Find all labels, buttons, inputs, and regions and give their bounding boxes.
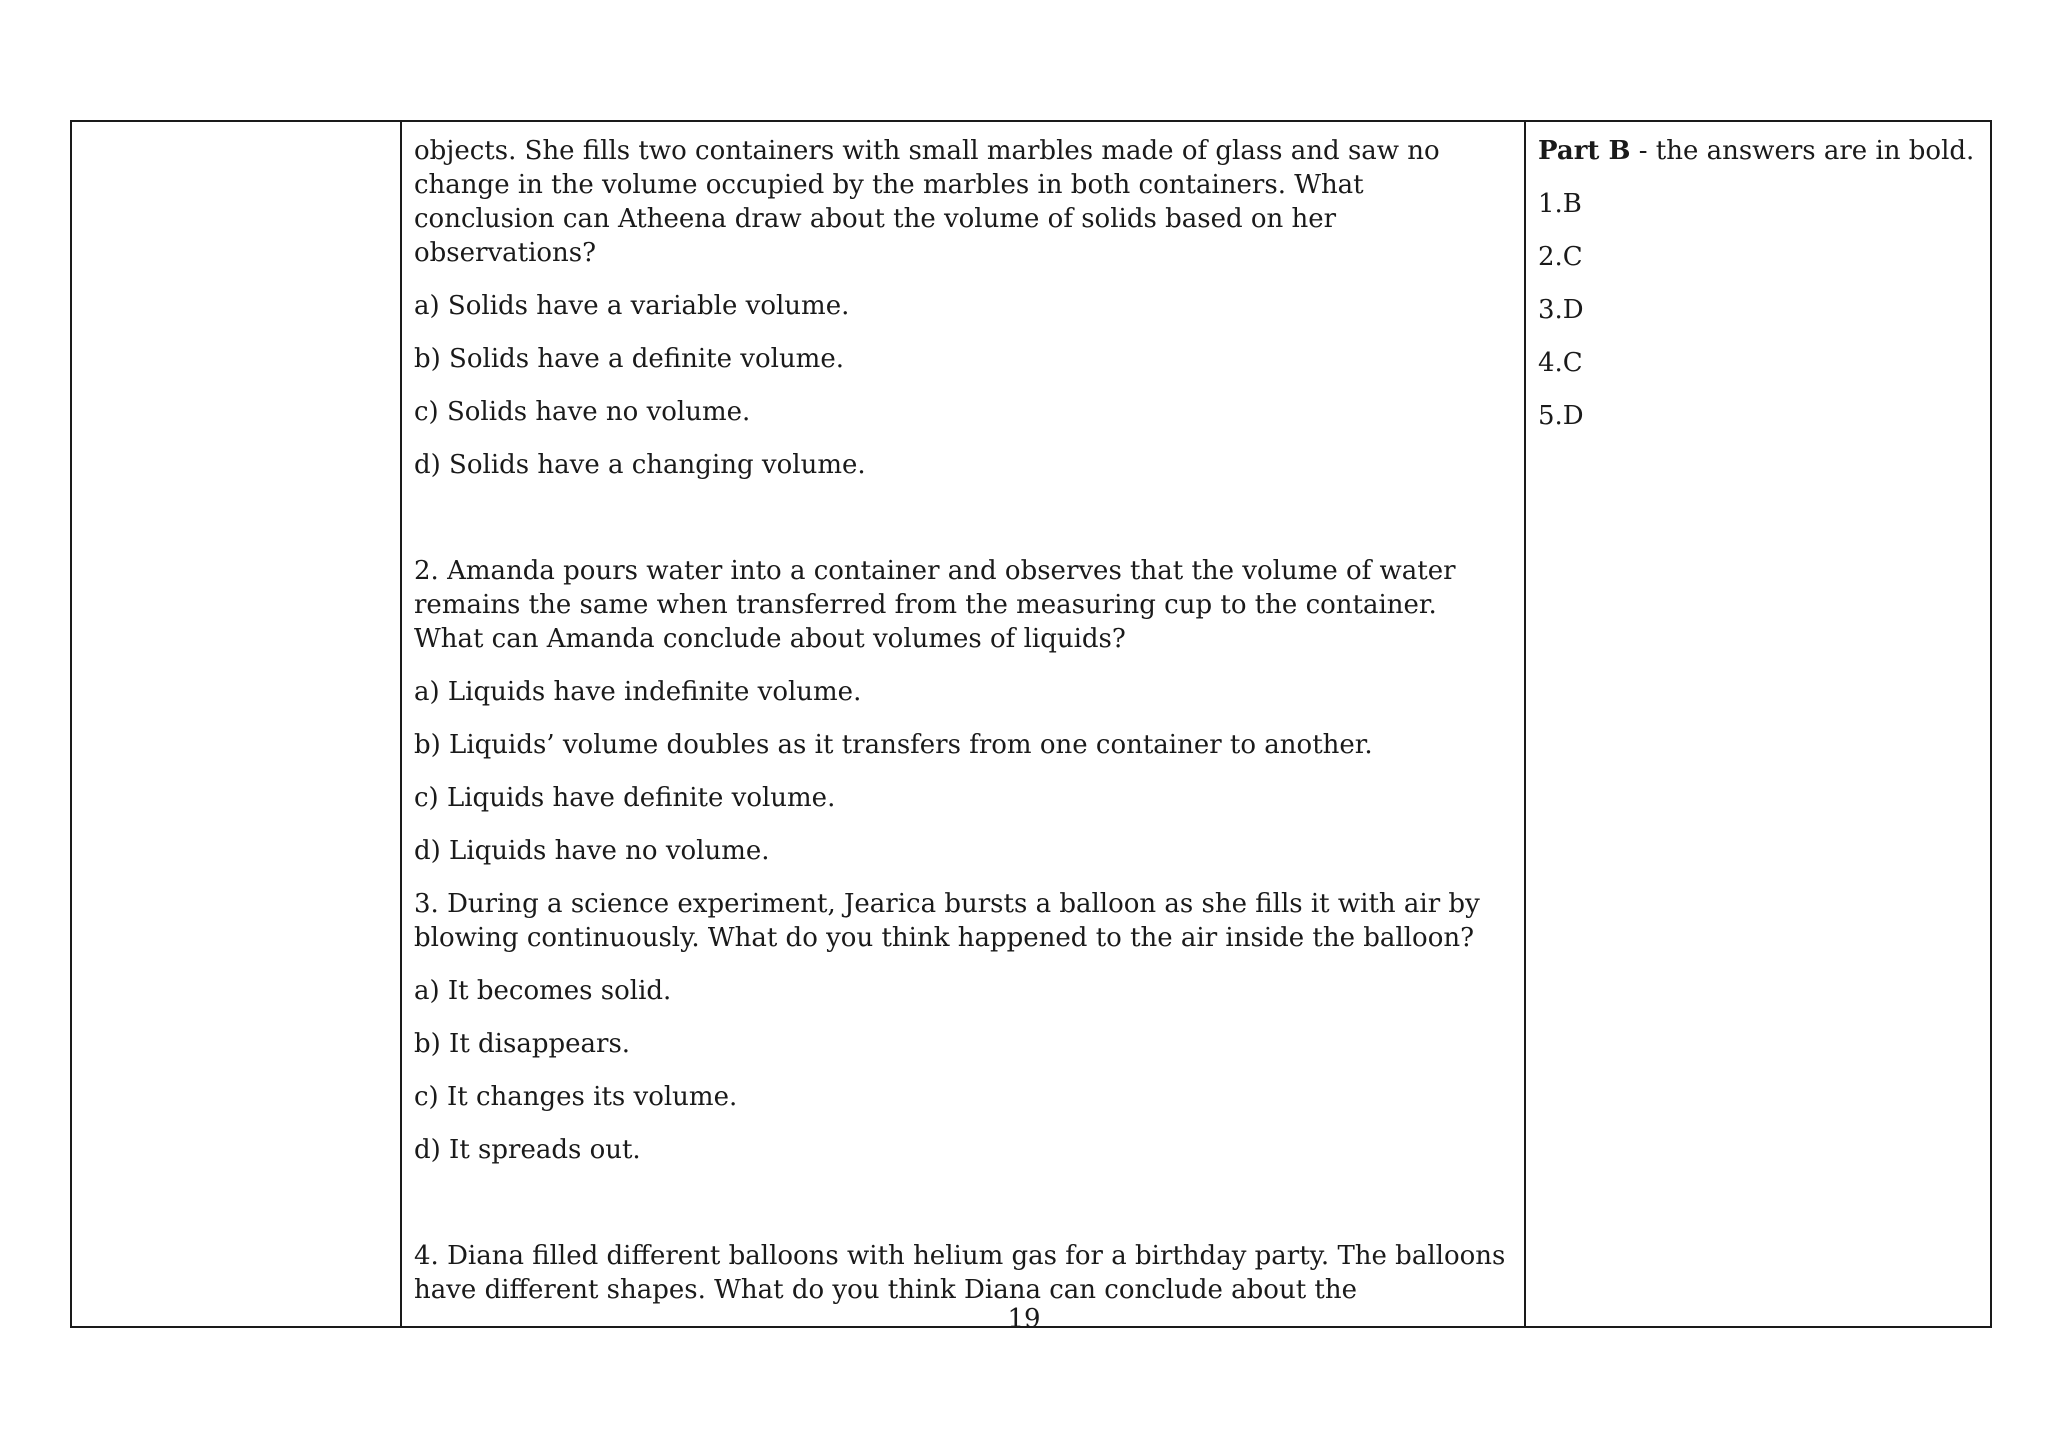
question-1-option-b: b) Solids have a definite volume. xyxy=(414,344,844,374)
blank-spacer xyxy=(414,501,1510,554)
part-label: Part B xyxy=(1538,136,1631,166)
question-3-option-c: c) It changes its volume. xyxy=(414,1082,738,1112)
answer-key-heading xyxy=(1538,134,1978,168)
answer-item: 1.B xyxy=(1538,189,1582,219)
left-empty-cell xyxy=(71,121,401,1327)
question-1-option-d: d) Solids have a changing volume. xyxy=(414,450,866,480)
answer-item: 4.C xyxy=(1538,348,1583,378)
lesson-table xyxy=(70,120,1992,1328)
answer-key-cell xyxy=(1525,121,1991,1327)
question-2-text: 2. Amanda pours water into a container and observes that the volume of water remains the same when transferred from the measuring cup to the container. What can Amanda conclude about volumes of liquids? xyxy=(414,556,1456,654)
part-note: - the answers are in bold. xyxy=(1630,136,1975,166)
table-row xyxy=(71,121,1991,1327)
question-3-option-a: a) It becomes solid. xyxy=(414,976,672,1006)
answer-item: 3.D xyxy=(1538,295,1584,325)
question-2-option-a: a) Liquids have indefinite volume. xyxy=(414,677,862,707)
question-2-option-b: b) Liquids’ volume doubles as it transfers from one container to another. xyxy=(414,730,1373,760)
question-4-text: 4. Diana filled different balloons with helium gas for a birthday party. The balloons have different shapes. What do you think Diana can conclude about the xyxy=(414,1241,1506,1305)
blank-spacer xyxy=(414,1186,1510,1239)
question-2-option-c: c) Liquids have definite volume. xyxy=(414,783,836,813)
question-3-option-d: d) It spreads out. xyxy=(414,1135,641,1165)
question-3-option-b: b) It disappears. xyxy=(414,1029,631,1059)
question-2-option-d: d) Liquids have no volume. xyxy=(414,836,770,866)
answer-item: 5.D xyxy=(1538,401,1584,431)
answer-item: 2.C xyxy=(1538,242,1583,272)
question-1-continuation: objects. She fills two containers with small marbles made of glass and saw no change in the volume occupied by the marbles in both containers. What conclusion can Atheena draw about the volume of solids based on her observations? xyxy=(414,136,1440,268)
page-number: 19 xyxy=(1007,1304,1041,1334)
question-3-text: 3. During a science experiment, Jearica bursts a balloon as she fills it with air by blowing continuously. What do you think happened to the air inside the balloon? xyxy=(414,889,1480,953)
questions-cell xyxy=(401,121,1525,1327)
question-1-option-a: a) Solids have a variable volume. xyxy=(414,291,850,321)
question-1-option-c: c) Solids have no volume. xyxy=(414,397,751,427)
